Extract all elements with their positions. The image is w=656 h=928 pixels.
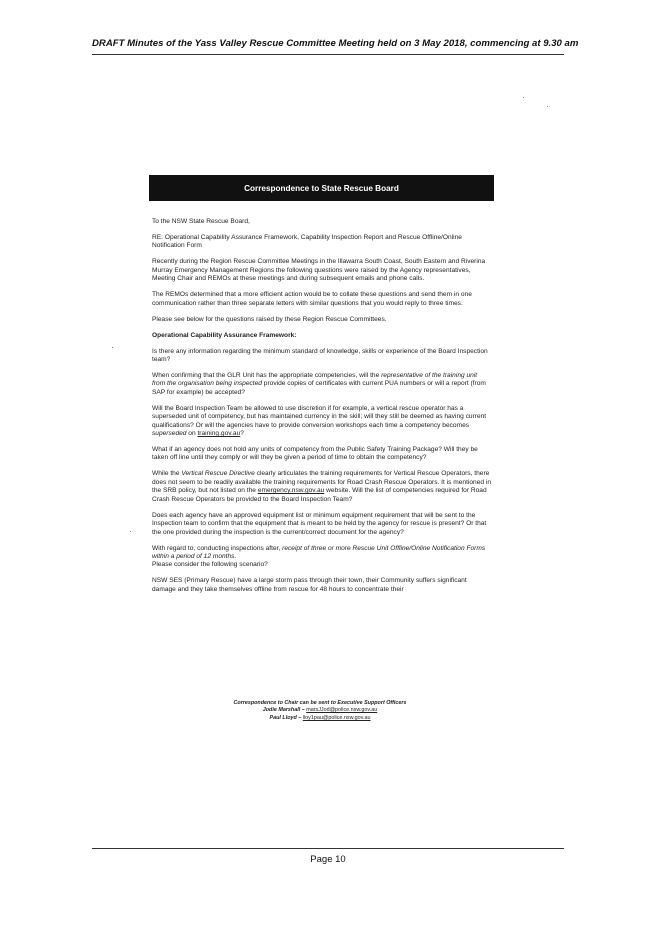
letter-paragraph: Recently during the Region Rescue Committee Meetings in the Illawarra South Coast, South Eastern and Riverina Murray Emergency Management Regions the following questions were raised by the Agency representatives, Meeting Chair and REMOs at these meetings and during subsequent emails and phone calls. [152, 258, 486, 283]
emergency-nsw-link[interactable]: emergency.nsw.gov.au [257, 487, 325, 495]
section-heading: Operational Capability Assurance Framework: [152, 331, 297, 339]
letter-paragraph: The REMOs determined that a more efficient action would be to collate these questions and send them in one communication rather than three separate letters with similar questions that you would reply to three times. [152, 291, 472, 307]
page-number: Page 10 [310, 854, 346, 865]
letter-paragraph: Please see below for the questions raised by these Region Rescue Committees. [152, 315, 387, 323]
header-divider [92, 54, 564, 55]
scan-speck [523, 97, 524, 98]
footer-note-line: Correspondence to Chair can be sent to Executive Support Officers [233, 700, 407, 706]
question-item: Is there any information regarding the minimum standard of knowledge, skills or experience of the Board Inspection team? [152, 347, 488, 364]
footer-divider [92, 848, 564, 849]
contact-name: Paul Lloyd – [269, 714, 303, 721]
correspondence-banner [149, 175, 494, 201]
question-item: While the Vertical Rescue Directive clearly articulates the training requirements for Vertical Rescue Operators, there does not seem to be readily available the training requirements for Road Crash Rescue Operators. It is mentioned in the SRB policy, but not listed on the emergency.nsw.gov.au website. Will the list of competencies required for Road Crash Rescue Operators be provided to the Board Inspection Team? [152, 470, 492, 503]
training-gov-link[interactable]: training.gov.au [197, 430, 241, 438]
banner-title: Correspondence to State Rescue Board [244, 183, 399, 193]
letter-paragraph: NSW SES (Primary Rescue) have a large storm pass through their town, their Community suffers significant damage and they take themselves offline from rescue for 48 hours to concentrate their [152, 577, 467, 593]
letter-body [152, 218, 492, 602]
scan-speck [547, 106, 548, 107]
question-item: With regard to, conducting inspections after, receipt of three or more Rescue Unit Offline/Online Notification Forms within a period of 12 months. Please consider the following scenario? [152, 544, 486, 569]
letter-salutation: To the NSW State Rescue Board, [152, 218, 250, 225]
letter-re-line: RE: Operational Capability Assurance Framework, Capability Inspection Report and Rescue Offline/Online Notification Form [152, 234, 462, 250]
question-item: What if an agency does not hold any units of competency from the Public Safety Training Package? Will they be taken off line until they comply or will they be given a period of time to obtain the competency? [152, 446, 478, 462]
contact-email-link[interactable]: marsJJod@police.nsw.gov.au [306, 707, 378, 714]
question-item: When confirming that the GLR Unit has the appropriate competencies, will the representative of the training unit from the organisation being inspected provide copies of certificates with current PUA numbers or will a report (from SAP for example) be accepted? [152, 372, 486, 396]
scan-speck [112, 347, 113, 348]
contact-name: Jodie Marshall – [262, 707, 307, 714]
document-header-title: DRAFT Minutes of the Yass Valley Rescue Committee Meeting held on 3 May 2018, commencing at 9.30 am [92, 38, 579, 49]
scan-speck [130, 531, 131, 532]
contact-email-link[interactable]: lloy1pau@police.nsw.gov.au [302, 714, 371, 721]
question-item: Will the Board Inspection Team be allowed to use discretion if for example, a vertical rescue operator has a superseded unit of competency, but has maintained currency in the skill; will they still be deemed as having current qualifications? Or will the agencies have to provide conversion workshops each time a competency becomes superseded on training.gov.au? [152, 404, 487, 438]
correspondence-footer-note [150, 700, 490, 722]
question-item: Does each agency have an approved equipment list or minimum equipment requirement that will be sent to the Inspection team to confirm that the equipment that is meant to be held by the agency for rescue is present? Or that the one provided during the inspection is the current/correct document for the agency? [152, 511, 487, 536]
